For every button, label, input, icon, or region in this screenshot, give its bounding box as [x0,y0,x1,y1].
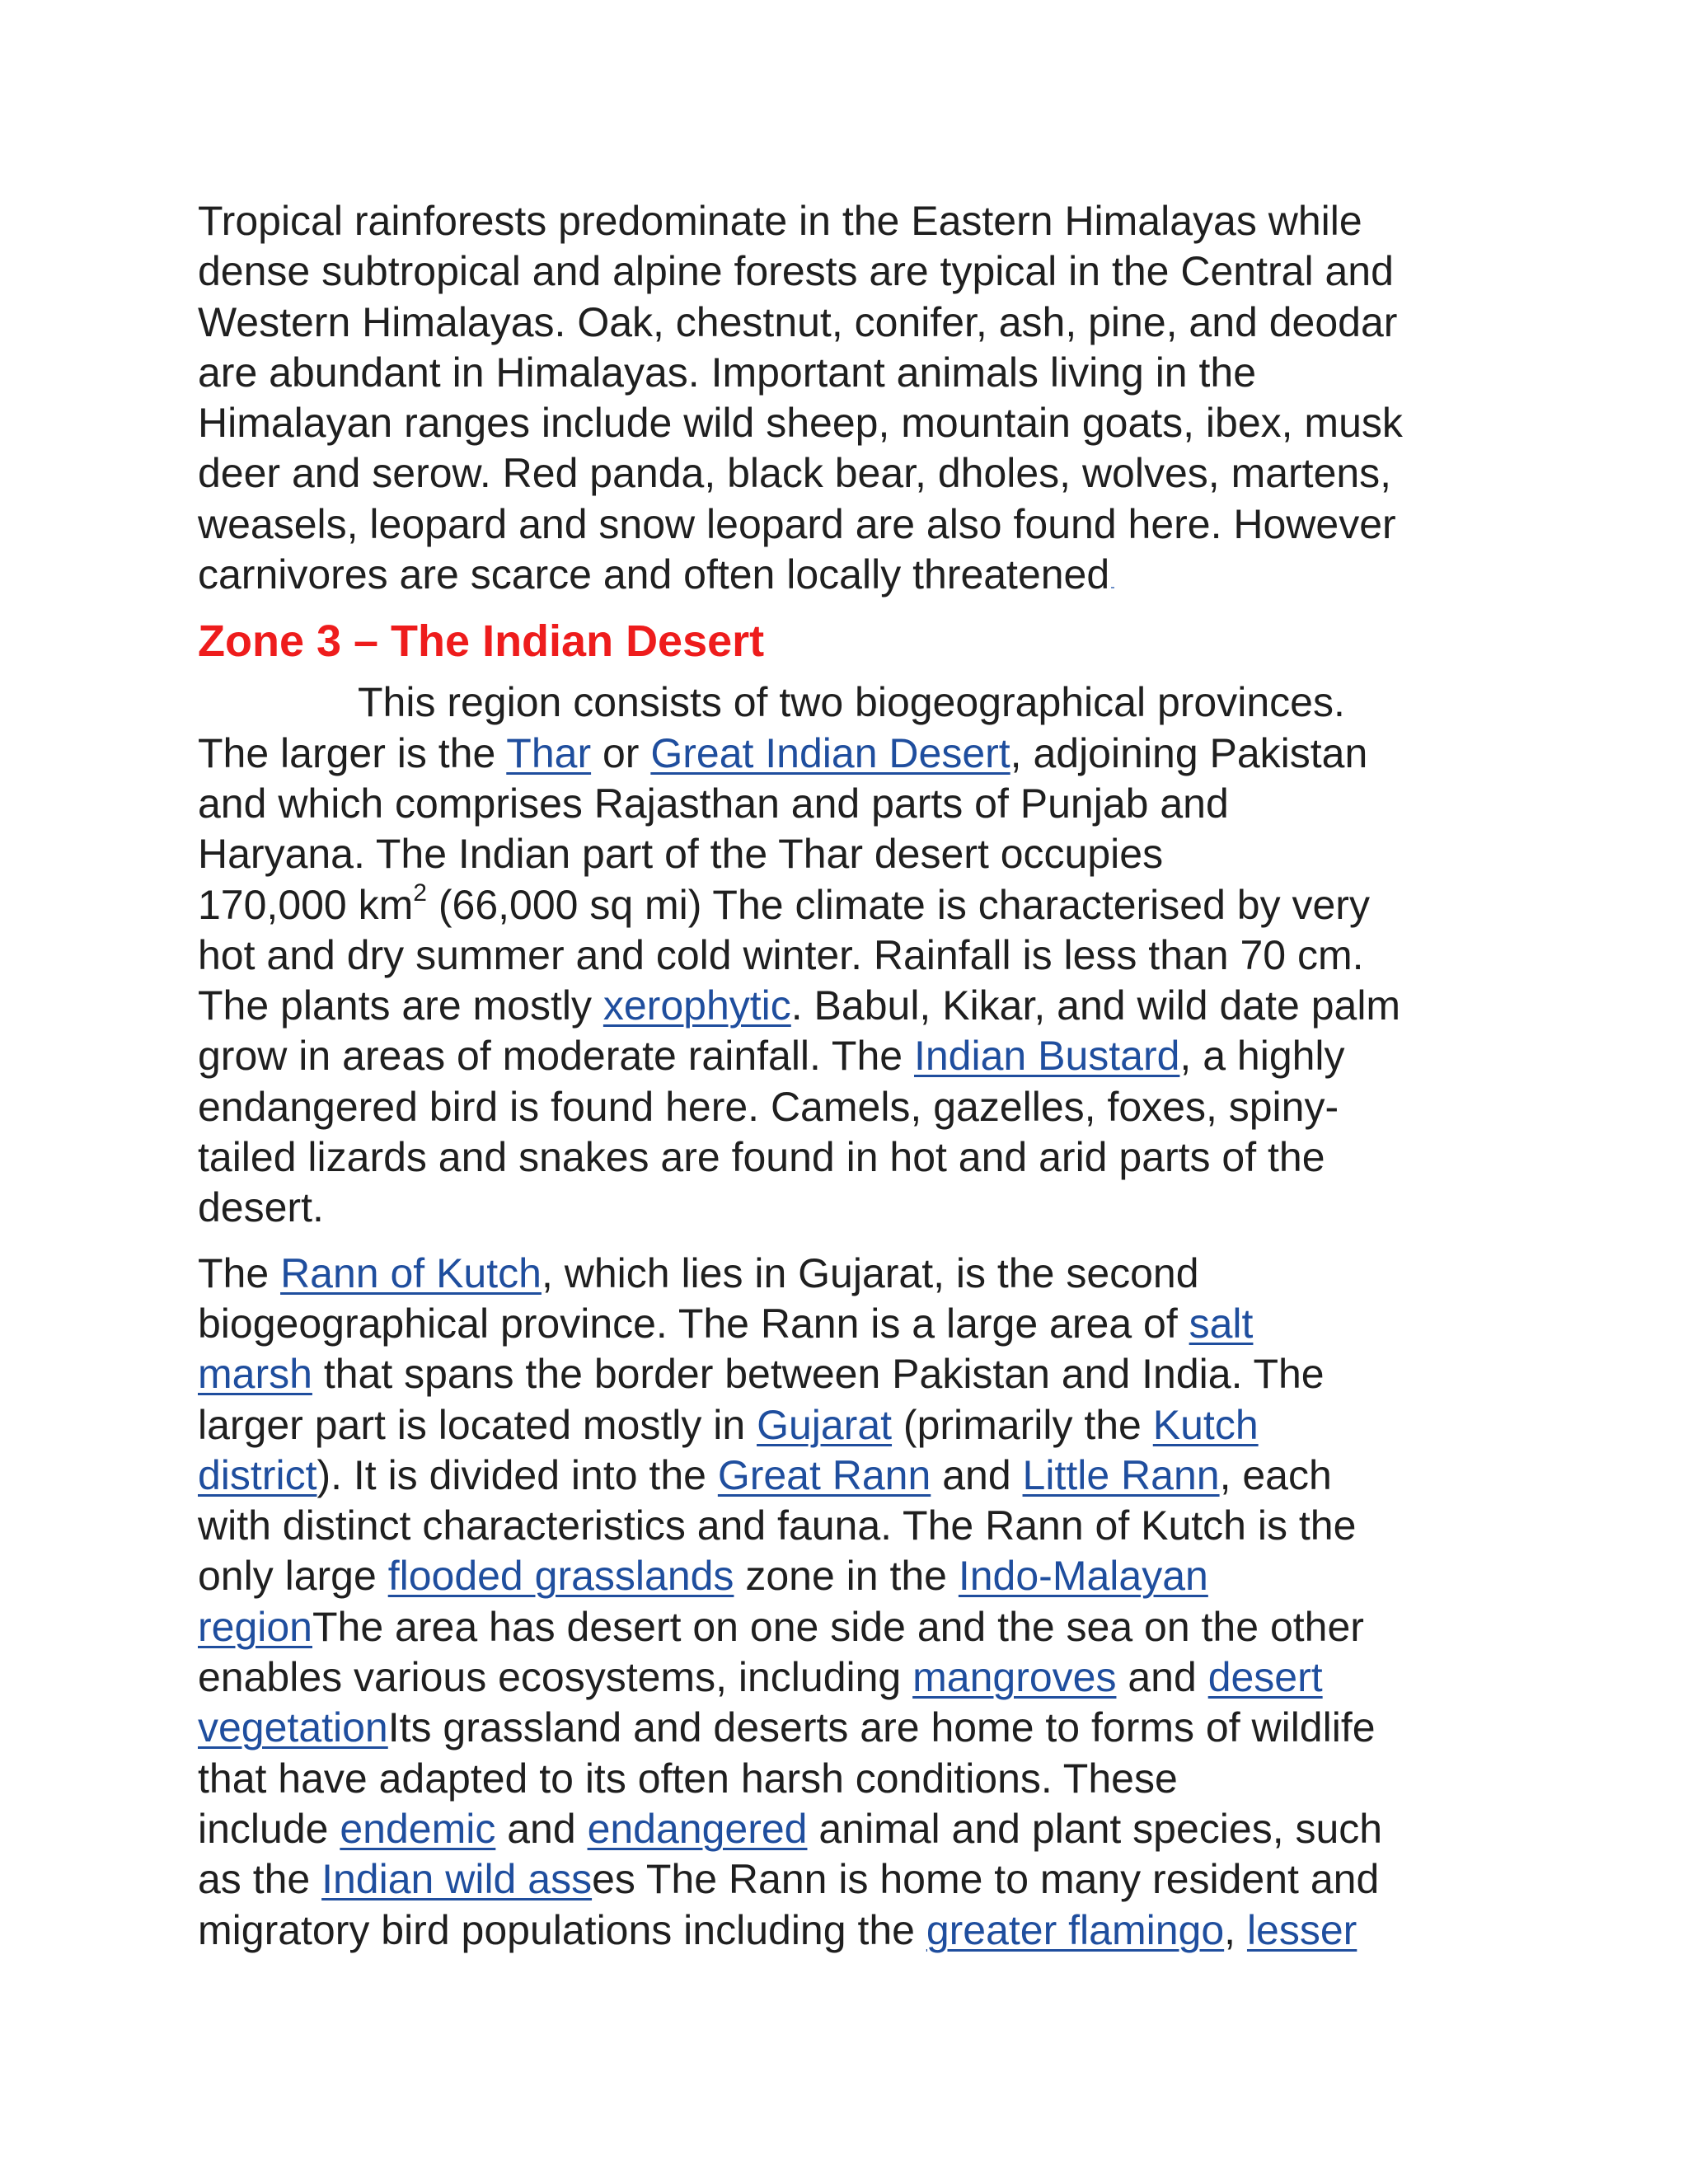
text: The [198,1249,281,1296]
desert-vegetation-link[interactable]: vegetation [198,1704,388,1751]
footnote-link[interactable] [1111,583,1114,588]
indian-bustard-link[interactable]: Indian Bustard [913,1033,1180,1080]
gujarat-link[interactable]: Gujarat [757,1401,893,1448]
rann-line [198,1854,1500,1905]
rann-line [198,1905,1500,1956]
intro-line: weasels, leopard and snow leopard are also found here. However [198,500,1396,547]
intro-line: deer and serow. Red panda, black bear, dholes, wolves, martens, [198,450,1392,497]
kutch-district-link[interactable]: district [198,1451,317,1498]
intro-line: Western Himalayas. Oak, chestnut, conifer, ash, pine, and deodar [198,298,1398,345]
text: and [1116,1654,1208,1701]
text: animal and plant species, such [807,1805,1383,1852]
section-heading: Zone 3 – The Indian Desert [198,616,765,667]
kutch-district-link[interactable]: Kutch [1152,1401,1259,1448]
desert-line: This region consists of two biogeographical provinces. [358,679,1345,726]
endemic-link[interactable]: endemic [340,1805,496,1852]
indo-malayan-region-link[interactable]: Indo-Malayan [958,1553,1208,1600]
rann-line [198,1400,1500,1451]
text: as the [198,1856,322,1903]
text: larger part is located mostly in [198,1401,757,1448]
desert-line [198,729,1500,779]
desert-line: Haryana. The Indian part of the Thar desert occupies [198,831,1164,878]
desert-line: endangered bird is found here. Camels, gazelles, foxes, spiny- [198,1083,1339,1130]
text: enables various ecosystems, including [198,1654,913,1701]
text: grow in areas of moderate rainfall. The [198,1033,914,1080]
text: . Babul, Kikar, and wild date palm [790,982,1401,1029]
text: The area has desert on one side and the sea on the other [312,1603,1364,1650]
text: only large [198,1553,388,1600]
rann-line [198,1551,1500,1601]
text: migratory bird populations including the [198,1906,926,1953]
text: ). It is divided into the [316,1451,718,1498]
text: or [591,729,651,776]
text: that spans the border between Pakistan and India. The [312,1351,1325,1398]
text: es The Rann is home to many resident and [592,1856,1380,1903]
desert-line [198,1031,1500,1081]
great-indian-desert-link[interactable]: Great Indian Desert [650,729,1010,776]
desert-line: desert. [198,1184,324,1231]
desert-paragraph [198,677,1500,1233]
rann-of-kutch-link[interactable]: Rann of Kutch [280,1249,542,1296]
flooded-grasslands-link[interactable]: flooded grasslands [387,1553,734,1600]
rann-line: that have adapted to its often harsh conditions. These [198,1755,1178,1802]
endangered-link[interactable]: endangered [587,1805,808,1852]
salt-marsh-link[interactable]: marsh [198,1351,312,1398]
text: and [931,1451,1023,1498]
intro-text: carnivores are scarce and often locally threatened [198,551,1110,598]
paragraph-gap [198,1234,1500,1249]
rann-line [198,1451,1500,1501]
text: , each [1219,1451,1332,1498]
salt-marsh-link[interactable]: salt [1189,1300,1254,1347]
rann-line: with distinct characteristics and fauna. The Rann of Kutch is the [198,1502,1357,1549]
text: The plants are mostly [198,982,603,1029]
greater-flamingo-link[interactable]: greater flamingo [926,1906,1225,1953]
text: , [1224,1906,1247,1953]
thar-link[interactable]: Thar [506,729,592,776]
intro-line: Himalayan ranges include wild sheep, mountain goats, ibex, musk [198,400,1403,447]
lesser-flamingo-link[interactable]: lesser [1246,1906,1357,1953]
rann-line [198,1804,1500,1854]
rann-line [198,1299,1500,1349]
text: zone in the [734,1553,959,1600]
desert-line [198,981,1500,1031]
text: , which lies in Gujarat, is the second [541,1249,1199,1296]
desert-vegetation-link[interactable]: desert [1207,1654,1323,1701]
text: , a highly [1179,1033,1345,1080]
little-rann-link[interactable]: Little Rann [1022,1451,1220,1498]
great-rann-link[interactable]: Great Rann [717,1451,931,1498]
desert-line: hot and dry summer and cold winter. Rainfall is less than 70 cm. [198,931,1364,978]
indo-malayan-region-link[interactable]: region [198,1603,312,1650]
text: include [198,1805,340,1852]
mangroves-link[interactable]: mangroves [912,1654,1117,1701]
text: and [495,1805,588,1852]
rann-line [198,1652,1500,1703]
intro-line: are abundant in Himalayas. Important animals living in the [198,349,1257,396]
xerophytic-link[interactable]: xerophytic [603,982,791,1029]
rann-line [198,1703,1500,1753]
intro-line: dense subtropical and alpine forests are typical in the Central and [198,248,1394,295]
desert-line: and which comprises Rajasthan and parts of Punjab and [198,780,1229,827]
text: 170,000 km [198,881,414,928]
text: , adjoining Pakistan [1010,729,1368,776]
rann-line [198,1349,1500,1399]
superscript: 2 [413,879,427,907]
text: Its grassland and deserts are home to forms of wildlife [387,1704,1376,1751]
rann-line [198,1249,1500,1299]
rann-paragraph [198,1249,1500,1956]
intro-line-last [198,550,1500,600]
text: The larger is the [198,729,507,776]
text: (primarily the [892,1401,1153,1448]
desert-line: tailed lizards and snakes are found in hot and arid parts of the [198,1134,1325,1181]
page-content [198,196,1500,1956]
rann-line [198,1602,1500,1652]
desert-line [198,880,1500,930]
text: (66,000 sq mi) The climate is characterised by very [426,881,1370,928]
indian-wild-ass-link[interactable]: Indian wild ass [321,1856,593,1903]
intro-line: Tropical rainforests predominate in the Eastern Himalayas while [198,198,1362,244]
intro-paragraph [198,196,1500,600]
text: biogeographical province. The Rann is a large area of [198,1300,1189,1347]
